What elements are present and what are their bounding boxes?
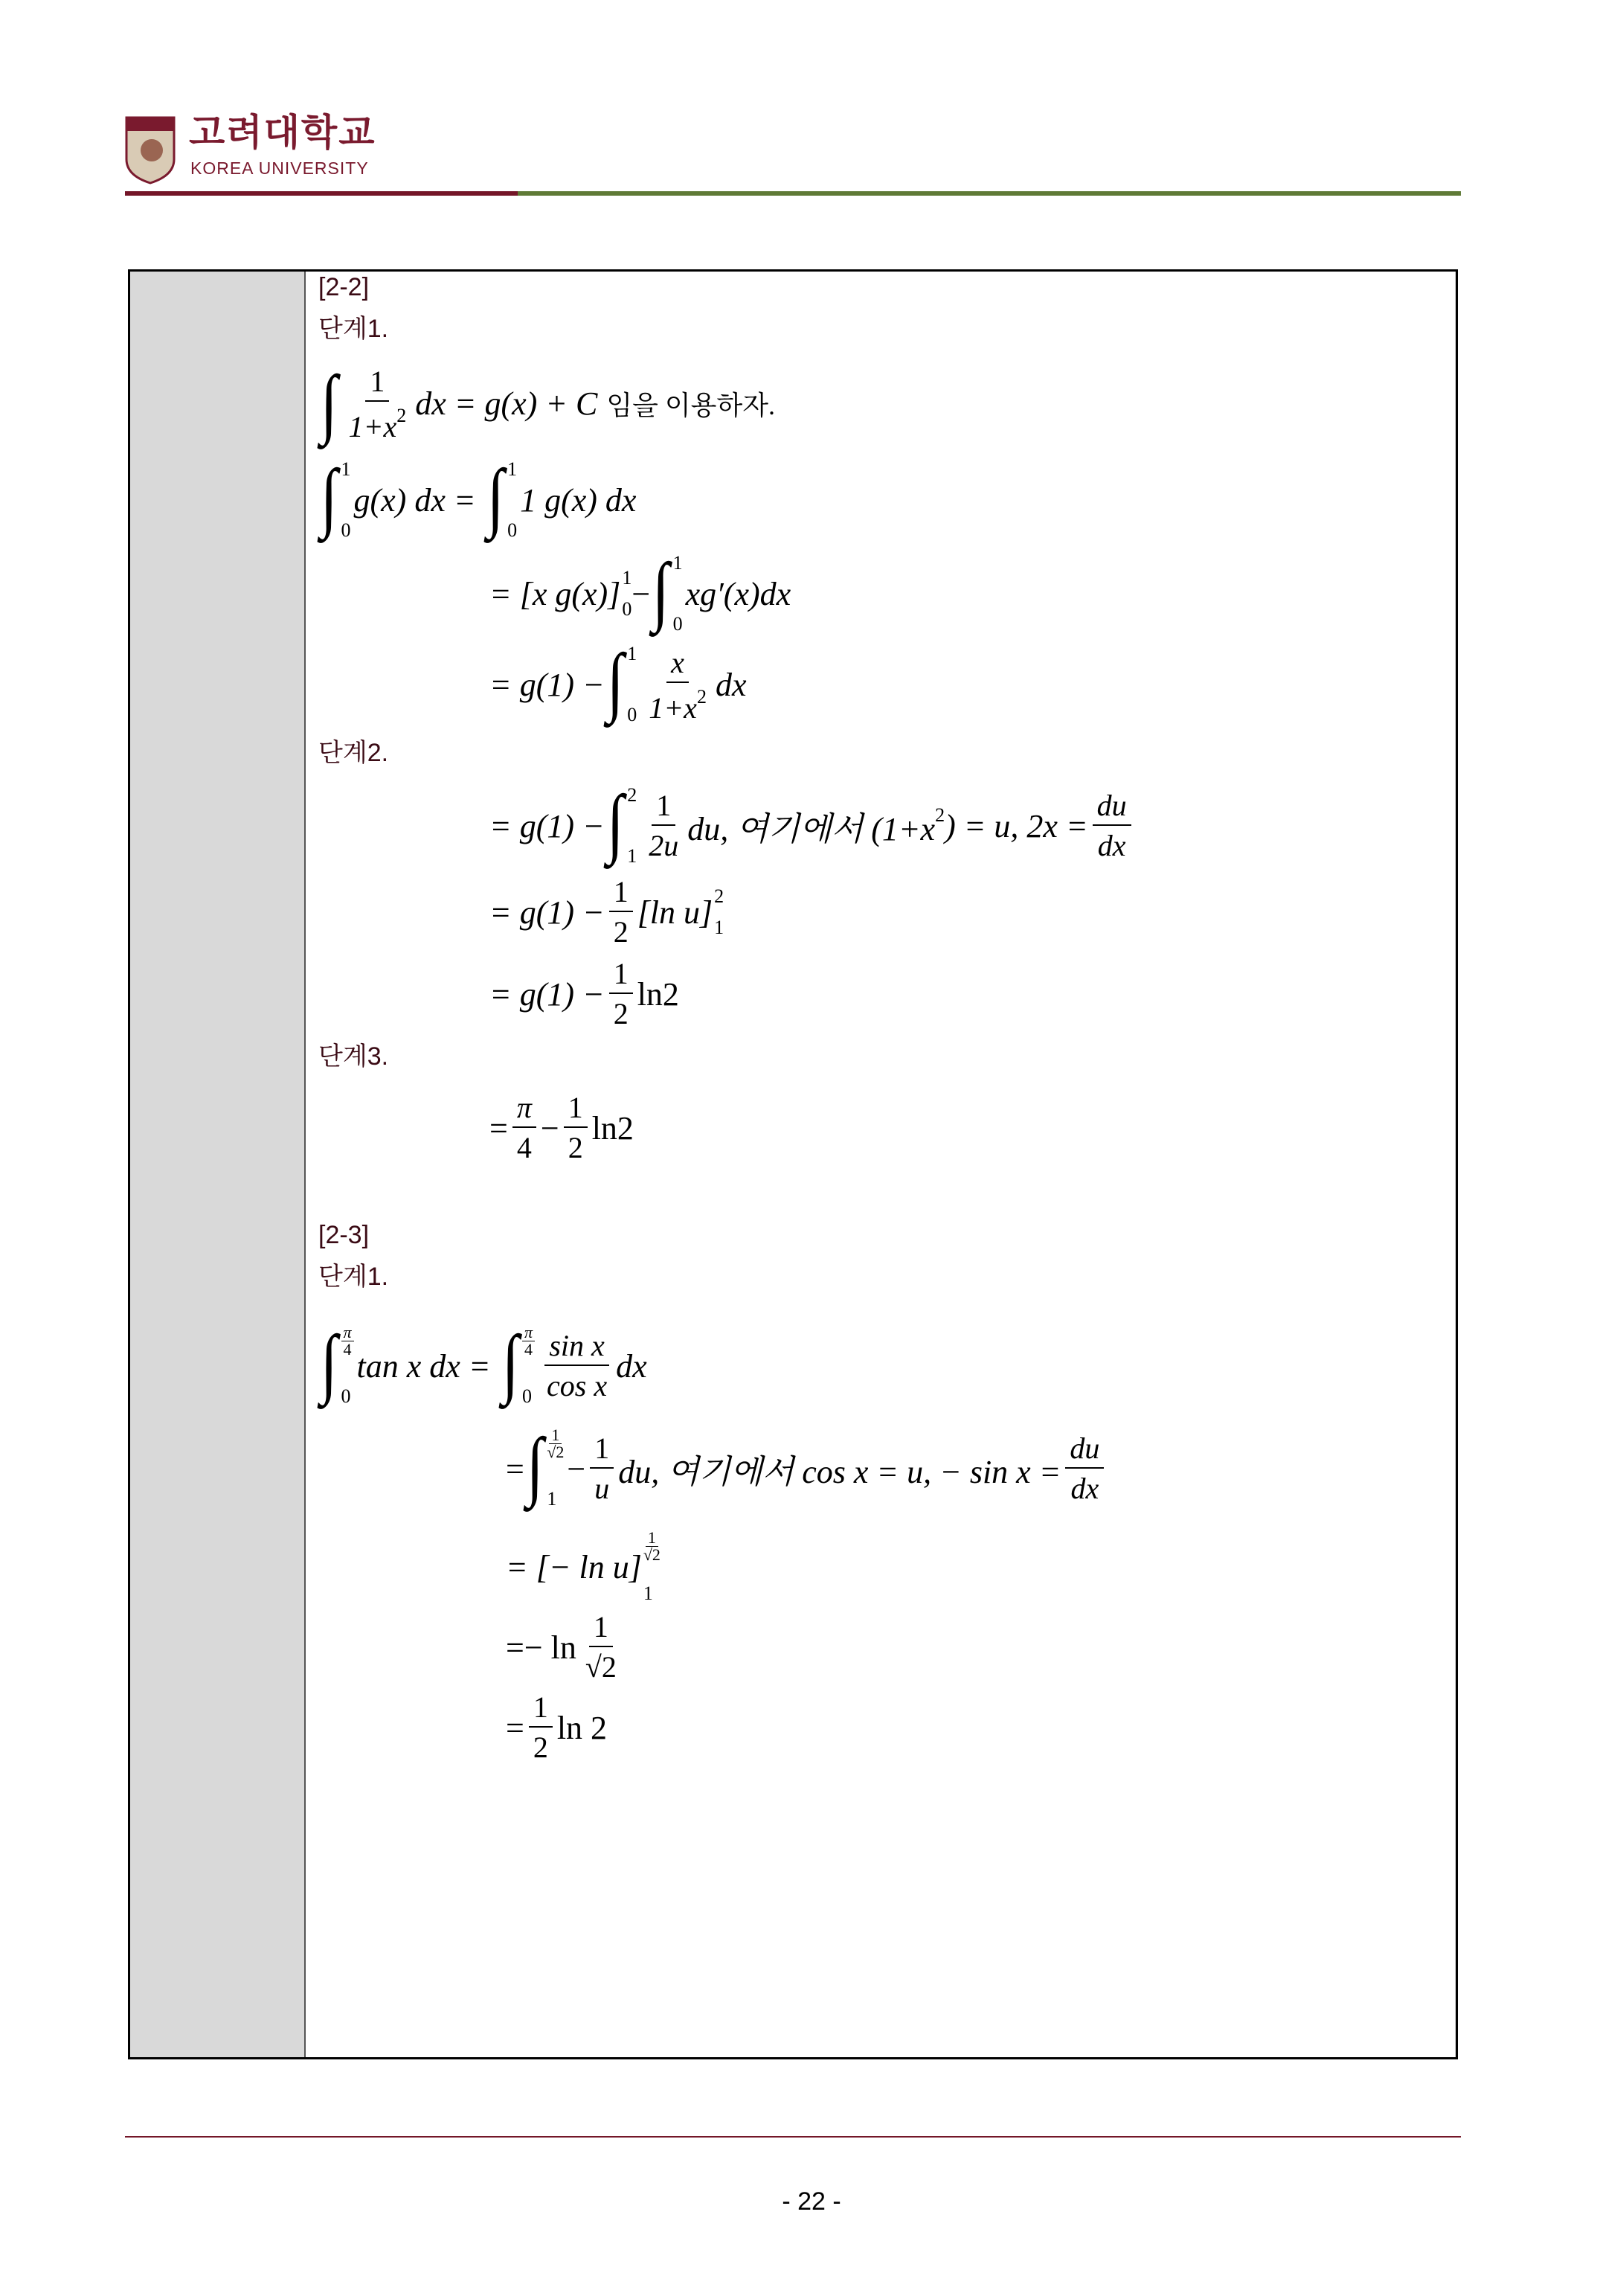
minus: − [631,575,651,612]
numerator: x [666,646,689,683]
lhs: = g(1) − [489,807,605,844]
upper-limit-numerator: 1 [549,1427,562,1444]
denominator: $1+x^2$ [348,405,407,443]
numerator: du [1093,789,1131,826]
numerator: 1 [564,1091,588,1128]
upper-limit-numerator: π [522,1324,535,1341]
header-rule-green [518,191,1461,196]
integral-sign: ∫ [652,548,669,633]
lower-limit: 0 [627,704,637,725]
upper-limit: 1 [627,643,637,664]
upper-limit-denominator: √2 [547,1443,565,1461]
equation-7 [489,934,679,1054]
denominator: √2 [585,1650,617,1684]
numerator: 1 [529,1690,553,1728]
upper-limit: 2 [627,784,637,806]
denominator: 2 [613,915,629,949]
step-label: 단계1. [318,315,389,343]
integral-sign: ∫ [501,1320,519,1405]
header-rule-maroon [125,191,518,196]
bracket-term: [ln u] [637,894,713,931]
minus: − [540,1109,559,1147]
lower-limit: 0 [522,1385,533,1407]
substitution-text: ) = u, 2x = [945,807,1088,844]
integral-sign: ∫ [320,454,338,539]
equation-9 [318,1306,647,1426]
lower-limit: 1 [547,1488,557,1510]
integral-sign: ∫ [526,1423,544,1508]
equation-13 [506,1668,607,1787]
problem-label-2-3: [2-3] [318,1221,370,1249]
numerator: sin x [544,1329,608,1366]
lower-limit: 0 [341,1385,351,1407]
substitution-text: du, 여기에서 (1+x [687,811,936,847]
numerator: 1 [365,365,389,402]
integral-sign: ∫ [606,638,624,724]
bracket-term: = [− ln u] [506,1548,642,1585]
denominator: 2 [568,1131,583,1164]
equals: = [506,1450,524,1487]
numerator: 1 [652,789,675,826]
log-term: ln2 [591,1109,634,1147]
integrand: g(x) dx = [353,481,476,519]
upper-limit-denominator: 4 [524,1340,533,1359]
lhs: = g(1) − [489,975,605,1013]
upper-limit-denominator: 4 [343,1340,352,1359]
integrand: xg′(x)dx [685,575,791,612]
log-term: ln 2 [556,1709,608,1746]
bracket-term: = [x g(x)] [489,575,621,612]
denominator: $1+x^2$ [649,686,707,725]
denominator: dx [1097,829,1126,862]
equation-note: 임을 이용하자. [606,390,775,420]
upper-limit: 1 [341,458,351,480]
exponent: 2 [935,804,945,826]
minus: − [567,1450,586,1487]
substitution-text: du, 여기에서 cos x = u, − sin x = [618,1454,1061,1490]
korea-university-crest-logo [125,116,176,185]
equals: = [506,1709,524,1746]
denominator: 2u [649,829,679,862]
upper-limit: 1 [622,567,632,589]
numerator: 1 [590,1431,614,1469]
integral-sign: ∫ [606,780,624,865]
integrand: tan x dx = [356,1347,491,1385]
numerator: du [1065,1431,1104,1469]
denominator: dx [1070,1472,1099,1505]
lower-limit: 0 [672,613,683,635]
step-label: 단계3. [318,1042,389,1071]
upper-limit: 1 [507,458,518,480]
equation-8 [489,1068,634,1187]
differential: dx [715,666,747,703]
lower-limit: 1 [627,845,637,867]
lhs: =− ln [506,1629,576,1666]
denominator: 2 [613,997,629,1030]
problem-label-2-2: [2-2] [318,273,370,301]
numerator: π [512,1091,536,1128]
denominator: 2 [533,1731,548,1764]
step-label: 단계1. [318,1263,389,1291]
integral-sign: ∫ [320,360,338,446]
upper-limit-denominator: √2 [643,1545,661,1564]
university-name-korean: 고려대학교 [189,112,376,153]
denominator: cos x [547,1369,608,1402]
integral-sign: ∫ [320,1320,338,1405]
lhs: = g(1) − [489,666,605,703]
lower-limit: 0 [622,598,632,620]
equation-rhs: dx = g(x) + C [415,385,598,422]
lhs: = g(1) − [489,894,605,931]
numerator: 1 [609,875,633,912]
integrand: 1 g(x) dx [520,481,637,519]
lower-limit: 0 [341,519,351,541]
lower-limit: 0 [507,519,518,541]
upper-limit-numerator: 1 [646,1530,658,1547]
footer-rule [125,2136,1461,2138]
upper-limit: 2 [714,885,724,907]
denominator: 4 [516,1131,532,1164]
lower-limit: 1 [643,1582,653,1604]
upper-limit: 1 [672,552,683,574]
differential: dx [616,1347,647,1385]
numerator: 1 [609,957,633,994]
university-name-english: KOREA UNIVERSITY [190,158,369,178]
page-number: - 22 - [782,2187,841,2216]
lower-limit: 1 [714,917,724,938]
label-column [130,272,306,2057]
denominator: u [594,1472,610,1505]
upper-limit-numerator: π [341,1324,354,1341]
step-label: 단계2. [318,739,389,767]
integral-sign: ∫ [486,454,504,539]
equation-4 [489,625,746,744]
log-term: ln2 [637,975,679,1013]
equals: = [489,1109,508,1147]
numerator: 1 [589,1610,613,1647]
